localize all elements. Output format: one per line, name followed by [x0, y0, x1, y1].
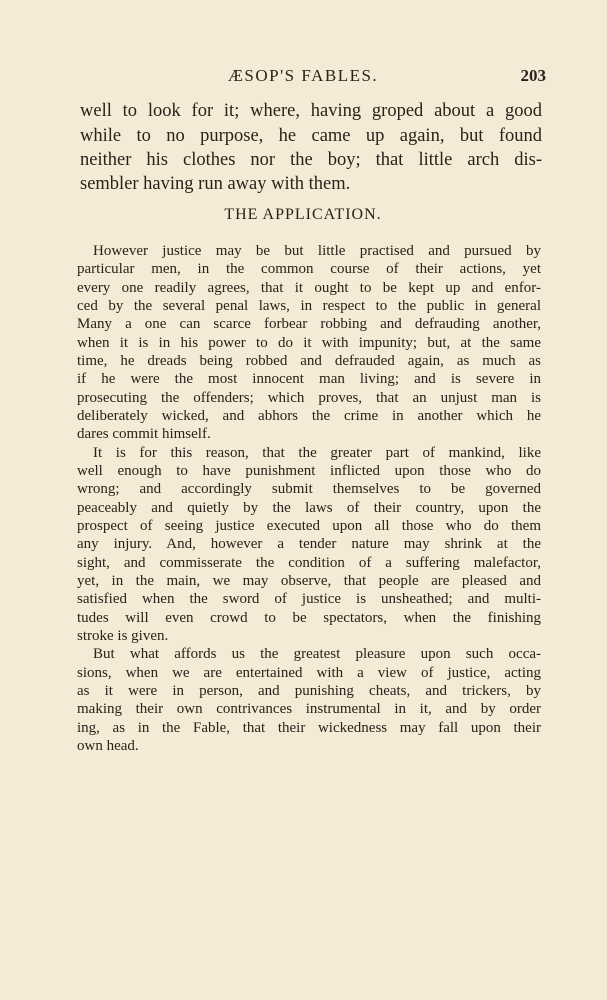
text-line: well enough to have punishment inflicted upon those who do [77, 463, 541, 479]
text-line: if he were the most innocent man living; and is severe in [77, 371, 541, 387]
text-line: making their own contrivances instrumental in it, and by order [77, 701, 541, 717]
text-line: sight, and commisserate the condition of a suffering malefactor, [77, 554, 541, 571]
text-line: while to no purpose, he came up again, but found [80, 126, 542, 146]
text-line: ced by the several penal laws, in respect to the public in general [77, 298, 541, 314]
text-line: every one readily agrees, that it ought to be kept up and enfor- [77, 279, 541, 296]
text-line: prosecuting the offenders; which proves, that an unjust man is [77, 389, 541, 406]
text-line: dares commit himself. [77, 426, 211, 442]
text-line: yet, in the main, we may observe, that people are pleased and [77, 573, 541, 589]
text-line: prospect of seeing justice executed upon all those who do them [77, 518, 541, 534]
running-title: ÆSOP'S FABLES. [227, 66, 379, 85]
text-line: It is for this reason, that the greater part of mankind, like [93, 444, 541, 461]
running-head [60, 66, 546, 88]
text-line: particular men, in the common course of their actions, yet [77, 261, 541, 277]
text-line: any injury. And, however a tender nature may shrink at the [77, 536, 541, 552]
text-line: neither his clothes nor the boy; that little arch dis- [80, 150, 542, 170]
text-line: peaceably and quietly by the laws of their country, upon the [77, 499, 541, 516]
text-line: when it is in his power to do it with impunity; but, at the same [77, 334, 541, 351]
text-line: as it were in person, and punishing cheats, and trickers, by [77, 683, 541, 699]
section-heading: THE APPLICATION. [224, 206, 382, 223]
text-line: ing, as in the Fable, that their wickedness may fall upon their [77, 719, 541, 736]
text-line: stroke is given. [77, 628, 169, 644]
text-line: But what affords us the greatest pleasure upon such occa- [93, 646, 541, 662]
text-line: deliberately wicked, and abhors the crime in another which he [77, 408, 541, 424]
text-line: own head. [77, 738, 139, 754]
text-line: However justice may be but little practised and pursued by [93, 243, 541, 259]
text-line: Many a one can scarce forbear robbing and defrauding another, [77, 316, 541, 332]
text-line: sembler having run away with them. [80, 174, 351, 194]
text-line: time, he dreads being robbed and defrauded again, as much as [77, 353, 541, 369]
page-number: 203 [520, 66, 546, 85]
text-line: wrong; and accordingly submit themselves to be governed [77, 481, 541, 497]
text-line: tudes will even crowd to be spectators, when the finishing [77, 609, 541, 626]
text-line: satisfied when the sword of justice is unsheathed; and multi- [77, 591, 541, 607]
text-line: well to look for it; where, having groped about a good [80, 101, 542, 121]
text-line: sions, when we are entertained with a view of justice, acting [77, 664, 541, 681]
